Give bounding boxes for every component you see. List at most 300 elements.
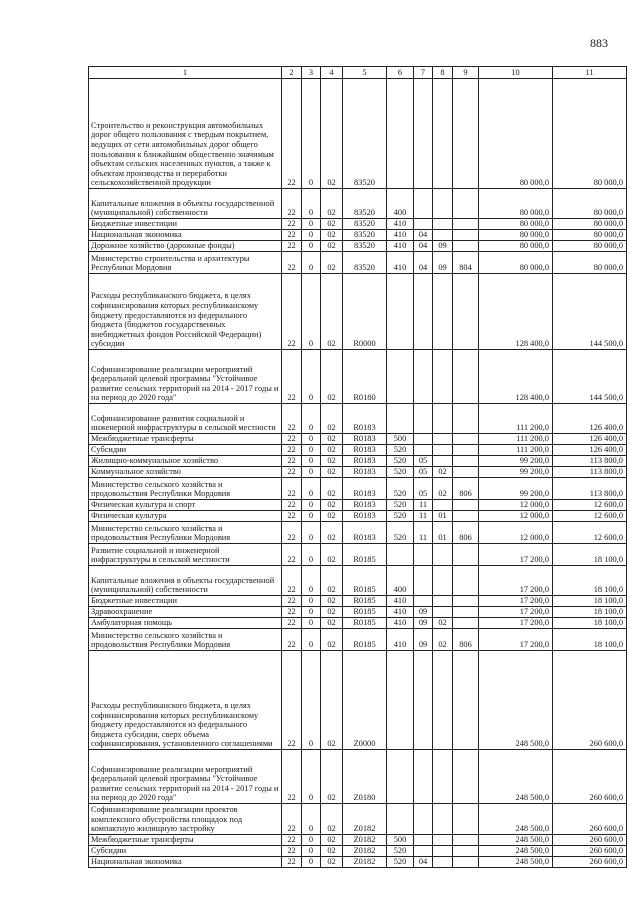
- expense-type-cell: 410: [387, 230, 414, 241]
- column-header-10: 10: [479, 67, 553, 79]
- target-article-cell: 83520: [343, 189, 387, 219]
- table-row: [89, 835, 627, 846]
- code-col-3-cell: 0: [302, 511, 321, 522]
- code-col-2-cell: 22: [282, 596, 302, 607]
- header-row: [89, 67, 627, 79]
- code-col-3-cell: 0: [302, 596, 321, 607]
- amount-col-10-cell: 111 200,0: [479, 434, 553, 445]
- code-col-3-cell: 0: [302, 846, 321, 857]
- code-col-4-cell: 02: [321, 629, 343, 651]
- amount-col-11-cell: 126 400,0: [553, 434, 627, 445]
- section-cell: 11: [414, 500, 433, 511]
- amount-col-11-cell: 113 800,0: [553, 478, 627, 500]
- subsection-cell: [433, 456, 453, 467]
- row-name-cell: Коммунальное хозяйство: [89, 467, 282, 478]
- code-col-4-cell: 02: [321, 544, 343, 566]
- amount-col-11-cell: 18 100,0: [553, 618, 627, 629]
- row-name-cell: Министерство строительства и архитектуры Республики Мордовия: [89, 252, 282, 274]
- amount-col-11-cell: 113 800,0: [553, 467, 627, 478]
- code-col-3-cell: 0: [302, 350, 321, 404]
- expense-type-cell: 520: [387, 467, 414, 478]
- code-col-3-cell: 0: [302, 241, 321, 252]
- amount-col-10-cell: 12 000,0: [479, 522, 553, 544]
- section-cell: [414, 835, 433, 846]
- subsection-cell: [433, 434, 453, 445]
- code-col-2-cell: 22: [282, 404, 302, 434]
- ministry-code-cell: [453, 544, 479, 566]
- table-row: [89, 445, 627, 456]
- ministry-code-cell: [453, 750, 479, 804]
- ministry-code-cell: 806: [453, 629, 479, 651]
- row-name-cell: Министерство сельского хозяйства и продовольствия Республики Мордовия: [89, 478, 282, 500]
- ministry-code-cell: [453, 846, 479, 857]
- code-col-2-cell: 22: [282, 750, 302, 804]
- table-row: [89, 350, 627, 404]
- code-col-2-cell: 22: [282, 566, 302, 596]
- amount-col-10-cell: 80 000,0: [479, 230, 553, 241]
- amount-col-11-cell: 12 600,0: [553, 511, 627, 522]
- code-col-4-cell: 02: [321, 230, 343, 241]
- expense-type-cell: [387, 651, 414, 750]
- amount-col-11-cell: 126 400,0: [553, 445, 627, 456]
- ministry-code-cell: [453, 467, 479, 478]
- table-row: [89, 252, 627, 274]
- amount-col-11-cell: 126 400,0: [553, 404, 627, 434]
- amount-col-11-cell: 144 500,0: [553, 350, 627, 404]
- amount-col-10-cell: 17 200,0: [479, 607, 553, 618]
- code-col-4-cell: 02: [321, 241, 343, 252]
- code-col-3-cell: 0: [302, 252, 321, 274]
- code-col-4-cell: 02: [321, 252, 343, 274]
- code-col-2-cell: 22: [282, 544, 302, 566]
- code-col-4-cell: 02: [321, 618, 343, 629]
- code-col-2-cell: 22: [282, 629, 302, 651]
- row-name-cell: Бюджетные инвестиции: [89, 219, 282, 230]
- subsection-cell: [433, 274, 453, 350]
- target-article-cell: R0183: [343, 404, 387, 434]
- amount-col-11-cell: 80 000,0: [553, 79, 627, 189]
- subsection-cell: [433, 189, 453, 219]
- expense-type-cell: 500: [387, 835, 414, 846]
- code-col-4-cell: 02: [321, 596, 343, 607]
- row-name-cell: Софинансирование реализации мероприятий федеральной целевой программы "Устойчивое развитие сельских территорий на 2014 - 2017 годы и на период до 2020 года": [89, 350, 282, 404]
- amount-col-10-cell: 248 500,0: [479, 846, 553, 857]
- section-cell: [414, 189, 433, 219]
- column-header-3: 3: [302, 67, 321, 79]
- expense-type-cell: [387, 804, 414, 835]
- code-col-2-cell: 22: [282, 500, 302, 511]
- amount-col-10-cell: 111 200,0: [479, 445, 553, 456]
- target-article-cell: R0183: [343, 434, 387, 445]
- row-name-cell: Министерство сельского хозяйства и продовольствия Республики Мордовия: [89, 522, 282, 544]
- column-header-1: 1: [89, 67, 282, 79]
- row-name-cell: Межбюджетные трансферты: [89, 434, 282, 445]
- target-article-cell: R0000: [343, 274, 387, 350]
- code-col-3-cell: 0: [302, 79, 321, 189]
- section-cell: [414, 750, 433, 804]
- table-row: [89, 434, 627, 445]
- amount-col-10-cell: 17 200,0: [479, 566, 553, 596]
- expense-type-cell: 410: [387, 629, 414, 651]
- subsection-cell: [433, 219, 453, 230]
- code-col-2-cell: 22: [282, 857, 302, 868]
- subsection-cell: 09: [433, 241, 453, 252]
- section-cell: [414, 219, 433, 230]
- target-article-cell: Z0182: [343, 835, 387, 846]
- table-row: [89, 596, 627, 607]
- subsection-cell: [433, 835, 453, 846]
- code-col-3-cell: 0: [302, 478, 321, 500]
- subsection-cell: 02: [433, 629, 453, 651]
- row-name-cell: Жилищно-коммунальное хозяйство: [89, 456, 282, 467]
- expense-type-cell: [387, 750, 414, 804]
- amount-col-11-cell: 260 600,0: [553, 835, 627, 846]
- ministry-code-cell: [453, 404, 479, 434]
- row-name-cell: Расходы республиканского бюджета, в целях софинансирования которых республиканскому бюджету предоставляются из федерального бюджета (бюджетов государственных внебюджетных фондов Российской Федерации) субсидии: [89, 274, 282, 350]
- code-col-2-cell: 22: [282, 651, 302, 750]
- code-col-3-cell: 0: [302, 467, 321, 478]
- code-col-4-cell: 02: [321, 651, 343, 750]
- section-cell: [414, 274, 433, 350]
- amount-col-10-cell: 248 500,0: [479, 750, 553, 804]
- amount-col-11-cell: 12 600,0: [553, 500, 627, 511]
- target-article-cell: Z0182: [343, 846, 387, 857]
- target-article-cell: R0183: [343, 456, 387, 467]
- amount-col-10-cell: 80 000,0: [479, 241, 553, 252]
- code-col-4-cell: 02: [321, 79, 343, 189]
- ministry-code-cell: [453, 230, 479, 241]
- ministry-code-cell: [453, 434, 479, 445]
- row-name-cell: Национальная экономика: [89, 230, 282, 241]
- table-row: [89, 566, 627, 596]
- amount-col-10-cell: 248 500,0: [479, 651, 553, 750]
- table-row: [89, 467, 627, 478]
- ministry-code-cell: [453, 350, 479, 404]
- code-col-2-cell: 22: [282, 804, 302, 835]
- table-row: [89, 456, 627, 467]
- table-row: [89, 500, 627, 511]
- code-col-4-cell: 02: [321, 350, 343, 404]
- code-col-3-cell: 0: [302, 750, 321, 804]
- code-col-2-cell: 22: [282, 607, 302, 618]
- code-col-4-cell: 02: [321, 467, 343, 478]
- table-row: [89, 478, 627, 500]
- target-article-cell: 83520: [343, 219, 387, 230]
- table-row: [89, 230, 627, 241]
- section-cell: [414, 846, 433, 857]
- expense-type-cell: [387, 544, 414, 566]
- amount-col-10-cell: 111 200,0: [479, 404, 553, 434]
- code-col-3-cell: 0: [302, 445, 321, 456]
- code-col-2-cell: 22: [282, 835, 302, 846]
- amount-col-10-cell: 248 500,0: [479, 835, 553, 846]
- code-col-3-cell: 0: [302, 544, 321, 566]
- target-article-cell: 83520: [343, 230, 387, 241]
- amount-col-10-cell: 80 000,0: [479, 219, 553, 230]
- code-col-4-cell: 02: [321, 404, 343, 434]
- code-col-3-cell: 0: [302, 456, 321, 467]
- amount-col-11-cell: 18 100,0: [553, 629, 627, 651]
- expense-type-cell: 520: [387, 445, 414, 456]
- ministry-code-cell: [453, 241, 479, 252]
- code-col-2-cell: 22: [282, 434, 302, 445]
- code-col-3-cell: 0: [302, 404, 321, 434]
- code-col-4-cell: 02: [321, 846, 343, 857]
- amount-col-11-cell: 80 000,0: [553, 230, 627, 241]
- code-col-2-cell: 22: [282, 467, 302, 478]
- code-col-2-cell: 22: [282, 456, 302, 467]
- amount-col-10-cell: 17 200,0: [479, 629, 553, 651]
- code-col-3-cell: 0: [302, 629, 321, 651]
- amount-col-10-cell: 128 400,0: [479, 274, 553, 350]
- code-col-4-cell: 02: [321, 511, 343, 522]
- amount-col-11-cell: 113 800,0: [553, 456, 627, 467]
- amount-col-11-cell: 80 000,0: [553, 189, 627, 219]
- subsection-cell: [433, 857, 453, 868]
- table-row: [89, 404, 627, 434]
- section-cell: 04: [414, 252, 433, 274]
- ministry-code-cell: [453, 500, 479, 511]
- code-col-2-cell: 22: [282, 241, 302, 252]
- amount-col-11-cell: 18 100,0: [553, 596, 627, 607]
- expense-type-cell: 520: [387, 522, 414, 544]
- subsection-cell: [433, 350, 453, 404]
- expense-type-cell: 500: [387, 434, 414, 445]
- ministry-code-cell: 806: [453, 522, 479, 544]
- row-name-cell: Субсидии: [89, 846, 282, 857]
- code-col-3-cell: 0: [302, 804, 321, 835]
- amount-col-10-cell: 248 500,0: [479, 804, 553, 835]
- target-article-cell: R0185: [343, 607, 387, 618]
- row-name-cell: Национальная экономика: [89, 857, 282, 868]
- code-col-4-cell: 02: [321, 478, 343, 500]
- code-col-4-cell: 02: [321, 566, 343, 596]
- ministry-code-cell: [453, 79, 479, 189]
- ministry-code-cell: [453, 618, 479, 629]
- ministry-code-cell: 804: [453, 252, 479, 274]
- code-col-3-cell: 0: [302, 219, 321, 230]
- amount-col-11-cell: 260 600,0: [553, 857, 627, 868]
- target-article-cell: Z0000: [343, 651, 387, 750]
- code-col-2-cell: 22: [282, 522, 302, 544]
- table-row: [89, 79, 627, 189]
- section-cell: [414, 566, 433, 596]
- code-col-2-cell: 22: [282, 79, 302, 189]
- expense-type-cell: 520: [387, 857, 414, 868]
- section-cell: 09: [414, 607, 433, 618]
- section-cell: [414, 544, 433, 566]
- amount-col-10-cell: 17 200,0: [479, 544, 553, 566]
- amount-col-10-cell: 128 400,0: [479, 350, 553, 404]
- row-name-cell: Министерство сельского хозяйства и продовольствия Республики Мордовия: [89, 629, 282, 651]
- column-header-11: 11: [553, 67, 627, 79]
- target-article-cell: R0183: [343, 522, 387, 544]
- amount-col-11-cell: 18 100,0: [553, 566, 627, 596]
- page-number: 883: [590, 36, 608, 50]
- row-name-cell: Бюджетные инвестиции: [89, 596, 282, 607]
- target-article-cell: R0180: [343, 350, 387, 404]
- table-row: [89, 241, 627, 252]
- amount-col-10-cell: 80 000,0: [479, 189, 553, 219]
- section-cell: [414, 434, 433, 445]
- code-col-4-cell: 02: [321, 274, 343, 350]
- row-name-cell: Софинансирование реализации мероприятий федеральной целевой программы "Устойчивое развитие сельских территорий на 2014 - 2017 годы и на период до 2020 года": [89, 750, 282, 804]
- table-row: [89, 804, 627, 835]
- ministry-code-cell: 806: [453, 478, 479, 500]
- section-cell: [414, 651, 433, 750]
- code-col-3-cell: 0: [302, 522, 321, 544]
- subsection-cell: 02: [433, 478, 453, 500]
- subsection-cell: [433, 846, 453, 857]
- subsection-cell: [433, 596, 453, 607]
- section-cell: 04: [414, 857, 433, 868]
- table-row: [89, 511, 627, 522]
- expense-type-cell: 400: [387, 189, 414, 219]
- row-name-cell: Физическая культура и спорт: [89, 500, 282, 511]
- code-col-3-cell: 0: [302, 434, 321, 445]
- ministry-code-cell: [453, 445, 479, 456]
- code-col-3-cell: 0: [302, 835, 321, 846]
- target-article-cell: Z0182: [343, 857, 387, 868]
- amount-col-11-cell: 18 100,0: [553, 607, 627, 618]
- code-col-4-cell: 02: [321, 750, 343, 804]
- code-col-4-cell: 02: [321, 456, 343, 467]
- amount-col-10-cell: 17 200,0: [479, 596, 553, 607]
- code-col-2-cell: 22: [282, 274, 302, 350]
- expense-type-cell: [387, 274, 414, 350]
- section-cell: 09: [414, 618, 433, 629]
- row-name-cell: Развитие социальной и инженерной инфраструктуры в сельской местности: [89, 544, 282, 566]
- subsection-cell: [433, 445, 453, 456]
- code-col-4-cell: 02: [321, 445, 343, 456]
- code-col-3-cell: 0: [302, 274, 321, 350]
- section-cell: 04: [414, 230, 433, 241]
- target-article-cell: R0185: [343, 566, 387, 596]
- subsection-cell: 02: [433, 467, 453, 478]
- code-col-4-cell: 02: [321, 434, 343, 445]
- subsection-cell: [433, 607, 453, 618]
- expense-type-cell: 520: [387, 478, 414, 500]
- row-name-cell: Межбюджетные трансферты: [89, 835, 282, 846]
- column-header-9: 9: [453, 67, 479, 79]
- code-col-3-cell: 0: [302, 189, 321, 219]
- subsection-cell: [433, 804, 453, 835]
- column-header-2: 2: [282, 67, 302, 79]
- target-article-cell: Z0182: [343, 804, 387, 835]
- target-article-cell: R0185: [343, 544, 387, 566]
- target-article-cell: 83520: [343, 252, 387, 274]
- ministry-code-cell: [453, 566, 479, 596]
- row-name-cell: Строительство и реконструкция автомобильных дорог общего пользования с твердым покрытием, ведущих от сети автомобильных дорог общего пользования к ближайшим общественно значимым объектам сельских населенных пунктов, а также к объектам производства и переработки сельскохозяйственной продукции: [89, 79, 282, 189]
- amount-col-11-cell: 80 000,0: [553, 252, 627, 274]
- expense-type-cell: 520: [387, 511, 414, 522]
- amount-col-10-cell: 99 200,0: [479, 478, 553, 500]
- amount-col-11-cell: 18 100,0: [553, 544, 627, 566]
- expense-type-cell: 410: [387, 241, 414, 252]
- row-name-cell: Амбулаторная помощь: [89, 618, 282, 629]
- target-article-cell: R0185: [343, 618, 387, 629]
- section-cell: 05: [414, 467, 433, 478]
- code-col-4-cell: 02: [321, 857, 343, 868]
- table-row: [89, 607, 627, 618]
- row-name-cell: Расходы республиканского бюджета, в целях софинансирования которых республиканскому бюджету предоставляются из федерального бюджета субсидии, сверх объема софинансирования, установленного соглашениями: [89, 651, 282, 750]
- code-col-4-cell: 02: [321, 607, 343, 618]
- section-cell: [414, 79, 433, 189]
- row-name-cell: Софинансирование развития социальной и инженерной инфраструктуры в сельской местности: [89, 404, 282, 434]
- section-cell: 04: [414, 241, 433, 252]
- table-row: [89, 274, 627, 350]
- row-name-cell: Капитальные вложения в объекты государственной (муниципальной) собственности: [89, 566, 282, 596]
- code-col-3-cell: 0: [302, 651, 321, 750]
- ministry-code-cell: [453, 596, 479, 607]
- target-article-cell: 83520: [343, 79, 387, 189]
- target-article-cell: R0185: [343, 596, 387, 607]
- code-col-3-cell: 0: [302, 566, 321, 596]
- subsection-cell: [433, 566, 453, 596]
- column-header-4: 4: [321, 67, 343, 79]
- amount-col-10-cell: 99 200,0: [479, 456, 553, 467]
- amount-col-10-cell: 99 200,0: [479, 467, 553, 478]
- table-row: [89, 846, 627, 857]
- expense-type-cell: [387, 350, 414, 404]
- amount-col-11-cell: 12 600,0: [553, 522, 627, 544]
- ministry-code-cell: [453, 835, 479, 846]
- expense-type-cell: 520: [387, 846, 414, 857]
- amount-col-11-cell: 80 000,0: [553, 241, 627, 252]
- code-col-4-cell: 02: [321, 522, 343, 544]
- code-col-3-cell: 0: [302, 618, 321, 629]
- row-name-cell: Софинансирование реализации проектов комплексного обустройства площадок под компактную жилищную застройку: [89, 804, 282, 835]
- subsection-cell: 09: [433, 252, 453, 274]
- amount-col-10-cell: 248 500,0: [479, 857, 553, 868]
- table-row: [89, 651, 627, 750]
- code-col-4-cell: 02: [321, 219, 343, 230]
- subsection-cell: [433, 230, 453, 241]
- amount-col-10-cell: 12 000,0: [479, 500, 553, 511]
- row-name-cell: Капитальные вложения в объекты государственной (муниципальной) собственности: [89, 189, 282, 219]
- target-article-cell: R0185: [343, 629, 387, 651]
- code-col-2-cell: 22: [282, 511, 302, 522]
- code-col-4-cell: 02: [321, 835, 343, 846]
- section-cell: [414, 804, 433, 835]
- amount-col-11-cell: 260 600,0: [553, 750, 627, 804]
- code-col-2-cell: 22: [282, 230, 302, 241]
- amount-col-11-cell: 144 500,0: [553, 274, 627, 350]
- ministry-code-cell: [453, 456, 479, 467]
- amount-col-10-cell: 80 000,0: [479, 252, 553, 274]
- section-cell: 11: [414, 522, 433, 544]
- amount-col-10-cell: 80 000,0: [479, 79, 553, 189]
- expense-type-cell: 410: [387, 607, 414, 618]
- amount-col-11-cell: 80 000,0: [553, 219, 627, 230]
- code-col-2-cell: 22: [282, 350, 302, 404]
- code-col-3-cell: 0: [302, 857, 321, 868]
- section-cell: [414, 596, 433, 607]
- expense-type-cell: 410: [387, 596, 414, 607]
- budget-table: [88, 66, 627, 868]
- table-row: [89, 750, 627, 804]
- ministry-code-cell: [453, 189, 479, 219]
- target-article-cell: R0183: [343, 467, 387, 478]
- expense-type-cell: [387, 79, 414, 189]
- ministry-code-cell: [453, 607, 479, 618]
- expense-type-cell: 410: [387, 618, 414, 629]
- row-name-cell: Физическая культура: [89, 511, 282, 522]
- target-article-cell: Z0180: [343, 750, 387, 804]
- target-article-cell: R0183: [343, 500, 387, 511]
- target-article-cell: 83520: [343, 241, 387, 252]
- target-article-cell: R0183: [343, 445, 387, 456]
